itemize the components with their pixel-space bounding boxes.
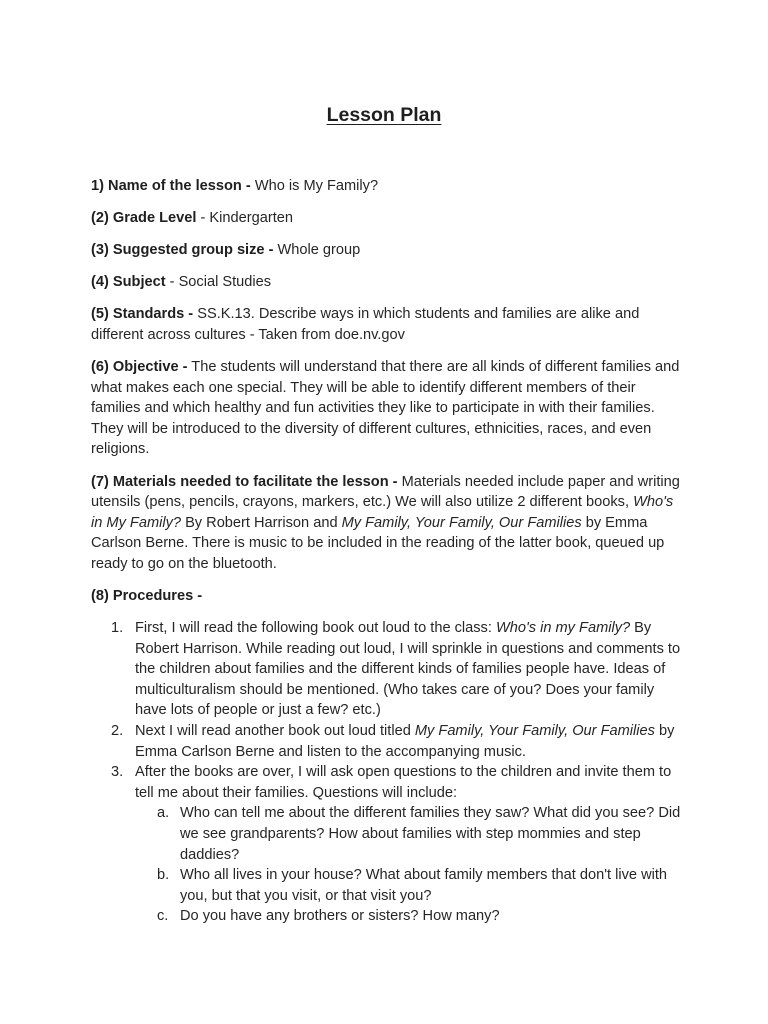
list-item-text: First, I will read the following book out loud to the class: — [135, 620, 496, 637]
book-title: My Family, Your Family, Our Families — [414, 723, 655, 740]
section-objective — [91, 357, 681, 460]
list-item — [91, 721, 681, 762]
section-label: (3) Suggested group size - — [91, 242, 274, 259]
sublist-letter: b. — [157, 867, 170, 884]
questions-sublist — [135, 803, 681, 927]
section-group-size — [91, 240, 681, 261]
procedures-list — [91, 618, 681, 927]
book-title: Who's in my Family? — [495, 620, 631, 637]
list-item — [91, 618, 681, 721]
list-item — [91, 762, 681, 927]
section-materials — [91, 472, 681, 575]
section-text: by Emma Carlson Berne. There is music to be included in the reading of the latter book, queued up ready to go on the bluetooth. — [91, 514, 665, 572]
book-title: Who's in My Family? — [91, 494, 674, 531]
sublist-item-text: Who all lives in your house? What about family members that don't live with you, but that you visit, or that visit you? — [180, 867, 668, 904]
section-grade-level — [91, 208, 681, 229]
section-text: - Social Studies — [165, 274, 272, 291]
sublist-letter: c. — [157, 908, 169, 925]
sublist-item-text: Who can tell me about the different families they saw? What did you see? Did we see grandparents? How about families with step mommies and step daddies? — [180, 805, 681, 863]
section-procedures — [91, 586, 681, 607]
section-label: (4) Subject — [91, 274, 166, 291]
section-text: Whole group — [273, 242, 361, 259]
section-lesson-name — [91, 176, 681, 197]
sublist-letter: a. — [157, 805, 170, 822]
sublist-item-text: Do you have any brothers or sisters? How many? — [180, 908, 500, 925]
list-item-text: After the books are over, I will ask open questions to the children and invite them to tell me about their families. Questions will include: — [135, 764, 672, 801]
sublist-item — [135, 865, 681, 906]
list-item-text: By Robert Harrison. While reading out loud, I will sprinkle in questions and comments to the children about families and the different kinds of families people have. Ideas of multiculturalism should be mentioned. (Who takes care of you? Does your family have lots of people or just a few? etc.) — [135, 620, 681, 719]
section-label: (6) Objective - — [91, 359, 188, 376]
section-label: (8) Procedures - — [91, 588, 203, 604]
section-subject — [91, 272, 681, 293]
section-text: Materials needed include paper and writing utensils (pens, pencils, crayons, markers, etc.) We will also utilize 2 different books, — [91, 473, 680, 511]
list-number: 2. — [111, 723, 124, 740]
page-title: Lesson Plan — [326, 104, 442, 126]
section-text: Who is My Family? — [250, 178, 379, 194]
list-item-text: Next I will read another book out loud titled — [135, 723, 415, 740]
section-text: The students will understand that there are all kinds of different families and what makes each one special. They will be able to identify different members of their families and which healthy and fun activities they like to participate in with their families. They will be introduced to the diversity of different cultures, ethnicities, races, and even religions. — [91, 359, 680, 458]
section-label: 1) Name of the lesson - — [91, 178, 251, 194]
section-label: (7) Materials needed to facilitate the lesson - — [91, 473, 398, 490]
book-title: My Family, Your Family, Our Families — [341, 514, 582, 531]
section-label: (5) Standards - — [91, 306, 194, 323]
sublist-item — [135, 803, 681, 865]
section-text: SS.K.13. Describe ways in which students and families are alike and different across cultures - Taken from doe.nv.gov — [91, 306, 640, 343]
section-text: By Robert Harrison and — [181, 514, 342, 531]
section-standards — [91, 304, 681, 345]
lesson-content — [91, 176, 681, 927]
list-number: 1. — [111, 620, 124, 637]
list-item-text: by Emma Carlson Berne and listen to the accompanying music. — [135, 723, 675, 760]
section-text: - Kindergarten — [196, 210, 293, 227]
list-number: 3. — [111, 764, 124, 781]
sublist-item — [135, 906, 681, 927]
section-label: (2) Grade Level — [91, 210, 197, 227]
